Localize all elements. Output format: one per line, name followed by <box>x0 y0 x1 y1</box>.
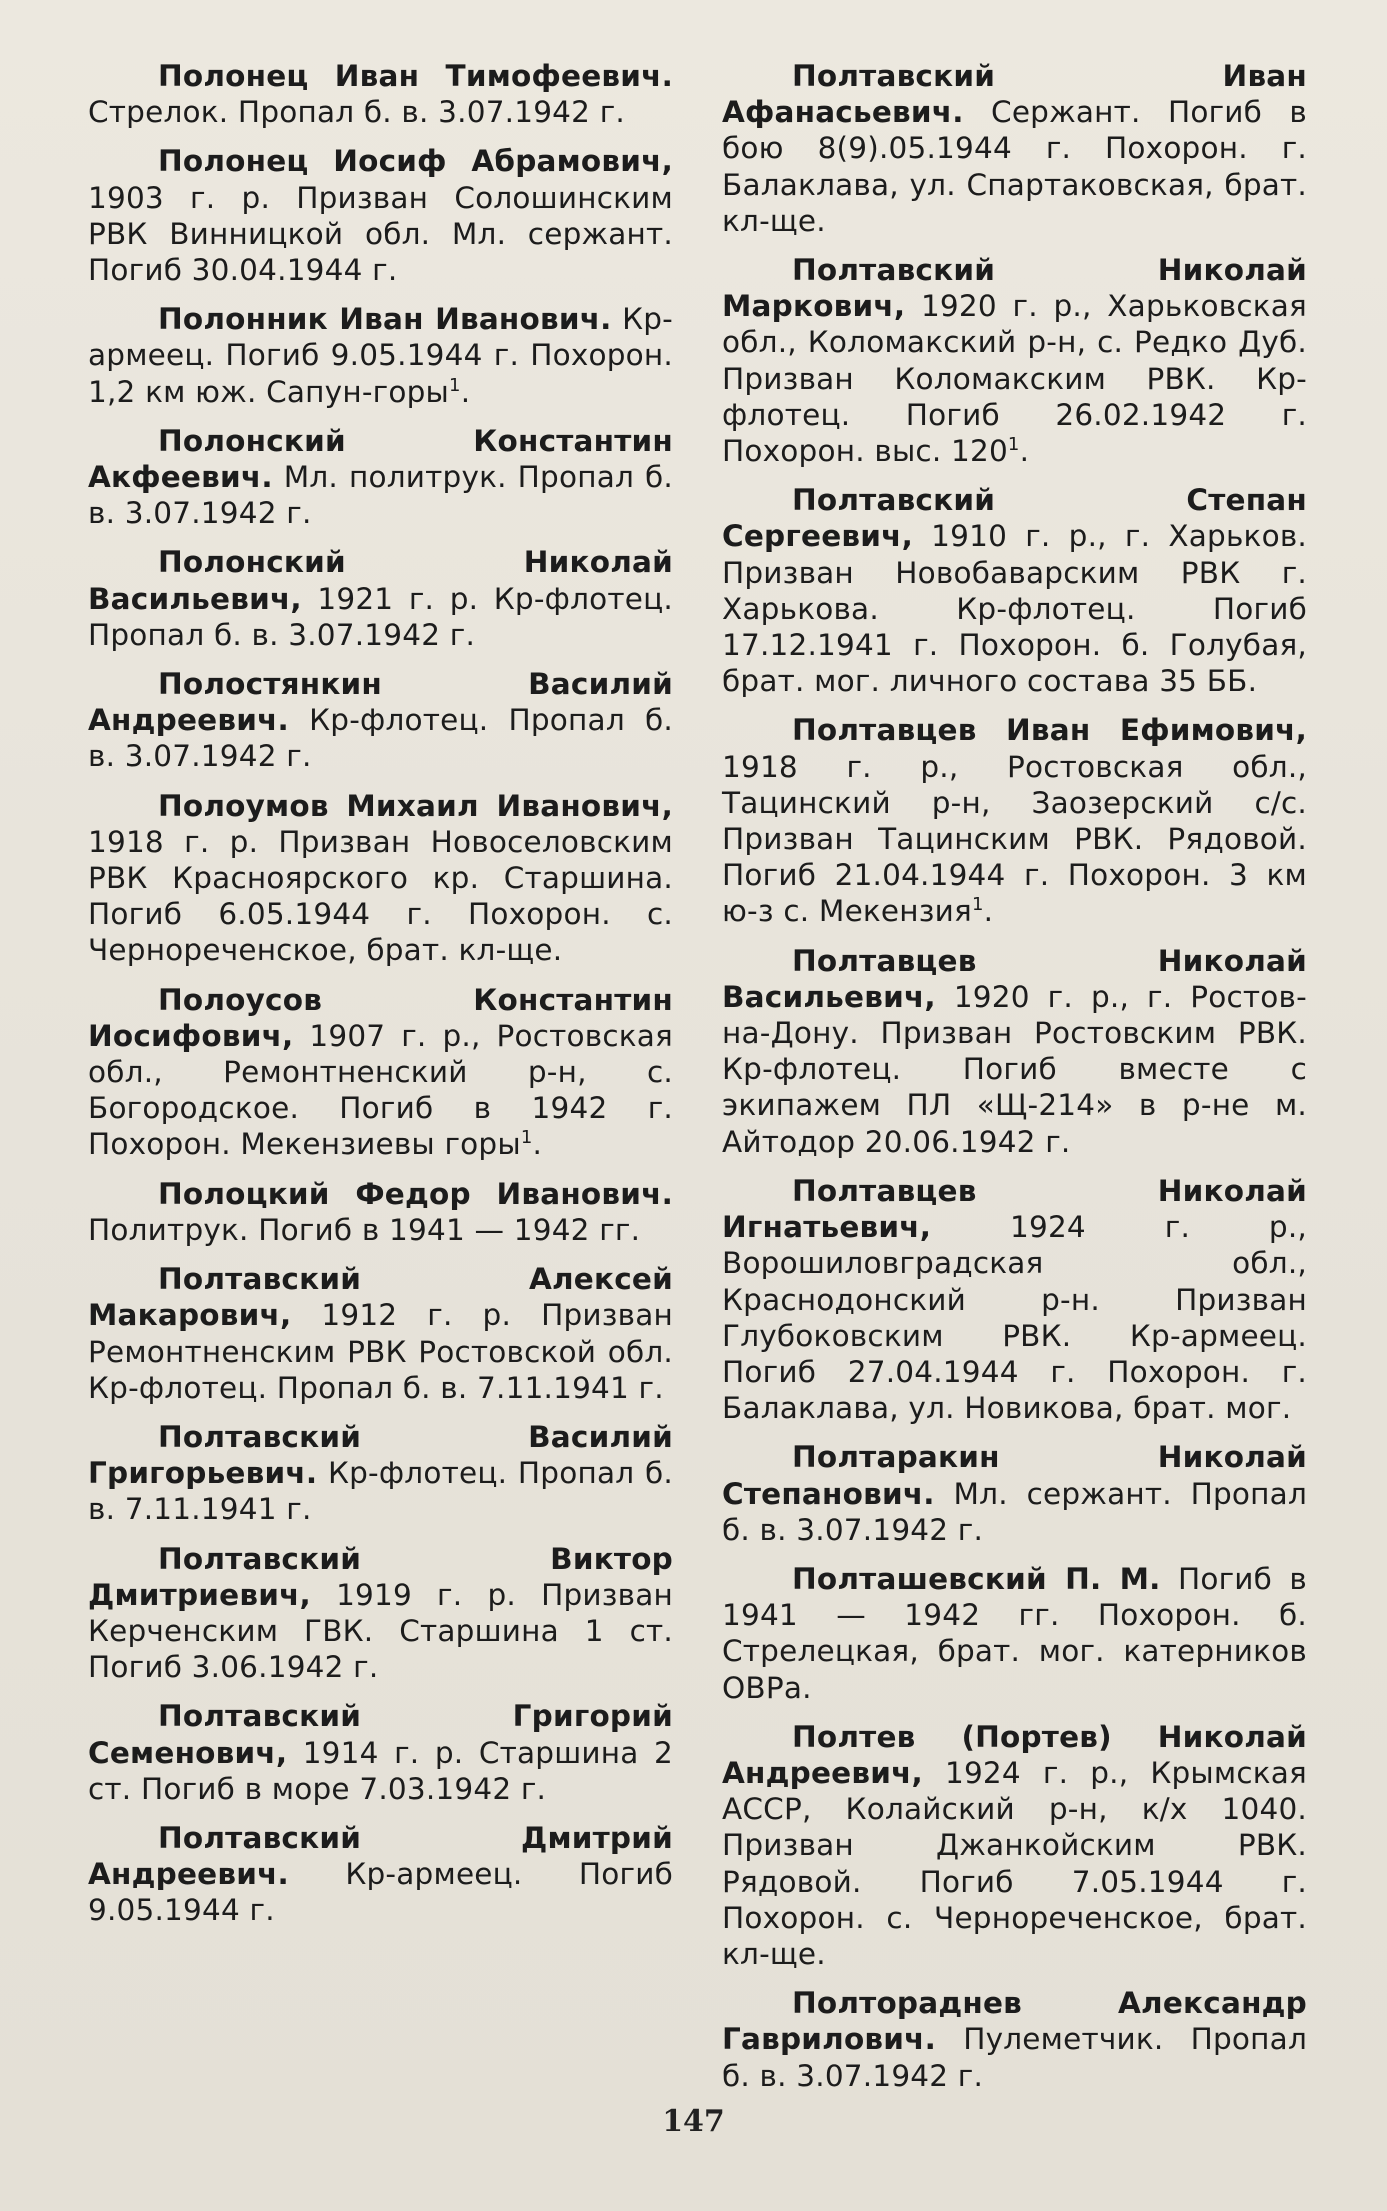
entry-name: Полтаракин Николай Степанович. <box>722 1440 1307 1511</box>
entry-tail: . <box>460 374 471 409</box>
entry-name: Полоусов Константин Иосифович, <box>88 982 673 1053</box>
memorial-entry <box>88 1261 673 1406</box>
entry-name: Полонец Иосиф Абрамович, <box>158 144 673 179</box>
entry-name: Полтавский Виктор Дмитриевич, <box>88 1541 673 1612</box>
entry-text: Сержант. Погиб в бою 8(9).05.1944 г. Похорон. г. Балаклава, ул. Спартаковская, брат. кл-ще. <box>722 95 1307 238</box>
entry-name: Полонский Константин Акфеевич. <box>88 423 673 495</box>
memorial-entry <box>722 482 1307 699</box>
entry-text: Погиб в 1941 — 1942 гг. Похорон. б. Стрелецкая, брат. мог. катерников ОВРа. <box>722 1561 1307 1705</box>
memorial-entry <box>88 788 673 969</box>
entry-text: Кр-армеец. Погиб 9.05.1944 г. <box>88 1857 673 1928</box>
entry-text: 1907 г. р., Ростовская обл., Ремонтненский р-н, с. Богородское. Погиб в 1942 г. Похорон. Мекензиевы горы <box>88 1018 673 1162</box>
entry-text: 1910 г. р., г. Харьков. Призван Новобаварским РВК г. Харькова. Кр-флотец. Погиб 17.12.1941 г. Похорон. б. Голубая, брат. мог. личного состава 35 ББ. <box>722 519 1307 699</box>
entry-name: Полтавцев Николай Васильевич, <box>722 943 1307 1014</box>
entry-text: Стрелок. Пропал б. в. 3.07.1942 г. <box>88 95 625 130</box>
entry-text: 1924 г. р., Крымская АССР, Колайский р-н, к/х 1040. Призван Джанкойским РВК. Рядовой. Погиб 7.05.1944 г. Похорон. с. Чернореченское, брат. кл-ще. <box>722 1755 1307 1971</box>
memorial-entry <box>722 1719 1307 1972</box>
entry-text: Пулеметчик. Пропал б. в. 3.07.1942 г. <box>722 2022 1307 2093</box>
memorial-entry <box>88 982 673 1163</box>
entry-name: Полтораднев Александр Гаврилович. <box>722 1986 1307 2057</box>
memorial-entry <box>88 666 673 775</box>
memorial-entry <box>88 1419 673 1528</box>
left-column <box>88 58 673 1942</box>
entry-tail: . <box>1019 434 1030 469</box>
memorial-entry <box>722 712 1307 929</box>
entry-text: 1903 г. р. Призван Солошинским РВК Винницкой обл. Мл. сержант. Погиб 30.04.1944 г. <box>88 180 673 288</box>
memorial-entry <box>88 1541 673 1686</box>
entry-text: Политрук. Погиб в 1941 — 1942 гг. <box>88 1212 641 1247</box>
memorial-entry <box>722 1561 1307 1706</box>
entry-name: Полтавцев Иван Ефимович, <box>792 713 1307 748</box>
entry-text: Кр-армеец. Погиб 9.05.1944 г. Похорон. 1,2 км юж. Сапун-горы <box>88 302 673 409</box>
entry-name: Полонский Николай Васильевич, <box>88 545 673 616</box>
footnote-mark: 1 <box>449 374 461 396</box>
entry-name: Полтавский Иван Афанасьевич. <box>722 59 1307 130</box>
footnote-mark: 1 <box>1007 434 1020 456</box>
entry-text: 1920 г. р., Харьковская обл., Коломакский р-н, с. Редко Дуб. Призван Коломакским РВК. Кр-флотец. Погиб 26.02.1942 г. Похорон. выс. 120 <box>722 289 1307 469</box>
memorial-entry <box>88 1698 673 1807</box>
entry-tail: . <box>532 1127 543 1162</box>
memorial-entry <box>722 1985 1307 2094</box>
entry-name: Полоцкий Федор Иванович. <box>158 1176 673 1211</box>
memorial-entry <box>722 1439 1307 1548</box>
entry-name: Полтавский Николай Маркович, <box>722 253 1307 324</box>
entry-name: Полтавский Алексей Макарович, <box>88 1262 673 1333</box>
entry-text: 1919 г. р. Призван Керченским ГВК. Старшина 1 ст. Погиб 3.06.1942 г. <box>88 1577 673 1685</box>
entry-name: Полоумов Михаил Иванович, <box>158 788 673 823</box>
memorial-entry <box>722 943 1307 1160</box>
entry-name: Полтавский Григорий Семенович, <box>88 1699 673 1770</box>
entry-name: Полонник Иван Иванович. <box>158 302 612 337</box>
memorial-entry <box>88 301 673 410</box>
entry-text: Мл. сержант. Пропал б. в. 3.07.1942 г. <box>722 1476 1307 1547</box>
page-number: 147 <box>662 2104 725 2139</box>
entry-name: Полтавский Дмитрий Андреевич. <box>88 1820 673 1892</box>
entry-text: Кр-флотец. Пропал б. в. 7.11.1941 г. <box>88 1456 673 1527</box>
memorial-entry <box>722 252 1307 469</box>
memorial-entry <box>88 58 673 130</box>
entry-name: Полташевский П. М. <box>792 1561 1161 1596</box>
entry-text: 1914 г. р. Старшина 2 ст. Погиб в море 7.03.1942 г. <box>88 1735 673 1806</box>
entry-name: Полтавский Василий Григорьевич. <box>88 1419 673 1491</box>
memorial-entry <box>88 544 673 653</box>
entry-text: 1912 г. р. Призван Ремонтненским РВК Ростовской обл. Кр-флотец. Пропал б. в. 7.11.1941 г. <box>88 1298 673 1405</box>
memorial-entry <box>88 1176 673 1248</box>
entry-text: Кр-флотец. Пропал б. в. 3.07.1942 г. <box>88 703 673 774</box>
entry-text: 1924 г. р., Ворошиловградская обл., Краснодонский р-н. Призван Глубоковским РВК. Кр-армеец. Погиб 27.04.1944 г. Похорон. г. Балаклава, ул. Новикова, брат. мог. <box>722 1210 1307 1426</box>
memorial-entry <box>88 143 673 288</box>
entry-name: Полтев (Портев) Николай Андреевич, <box>722 1719 1307 1790</box>
entry-text: 1920 г. р., г. Ростов-на-Дону. Призван Ростовским РВК. Кр-флотец. Погиб вместе с экипажем ПЛ «Щ-214» в р-не м. Айтодор 20.06.1942 г. <box>722 979 1307 1159</box>
entry-name: Полостянкин Василий Андреевич. <box>88 667 673 738</box>
entry-text: 1918 г. р. Призван Новоселовским РВК Красноярского кр. Старшина. Погиб 6.05.1944 г. Похорон. с. Чернореченское, брат. кл-ще. <box>88 824 673 968</box>
right-column <box>722 58 1307 2107</box>
footnote-mark: 1 <box>520 1127 533 1149</box>
entry-text: 1918 г. р., Ростовская обл., Тацинский р-н, Заозерский с/с. Призван Тацинским РВК. Рядовой. Погиб 21.04.1944 г. Похорон. 3 км ю-з с. Мекензия <box>722 749 1307 929</box>
entry-name: Полтавский Степан Сергеевич, <box>722 483 1307 554</box>
footnote-mark: 1 <box>971 894 984 916</box>
memorial-entry <box>88 1820 673 1929</box>
entry-text: 1921 г. р. Кр-флотец. Пропал б. в. 3.07.1942 г. <box>88 581 673 652</box>
entry-tail: . <box>983 894 994 929</box>
memorial-entry <box>722 1173 1307 1426</box>
entry-text: Мл. политрук. Пропал б. в. 3.07.1942 г. <box>88 460 673 531</box>
entry-name: Полонец Иван Тимофеевич. <box>158 59 673 93</box>
memorial-entry <box>88 423 673 532</box>
entry-name: Полтавцев Николай Игнатьевич, <box>722 1173 1307 1245</box>
memorial-entry <box>722 58 1307 239</box>
